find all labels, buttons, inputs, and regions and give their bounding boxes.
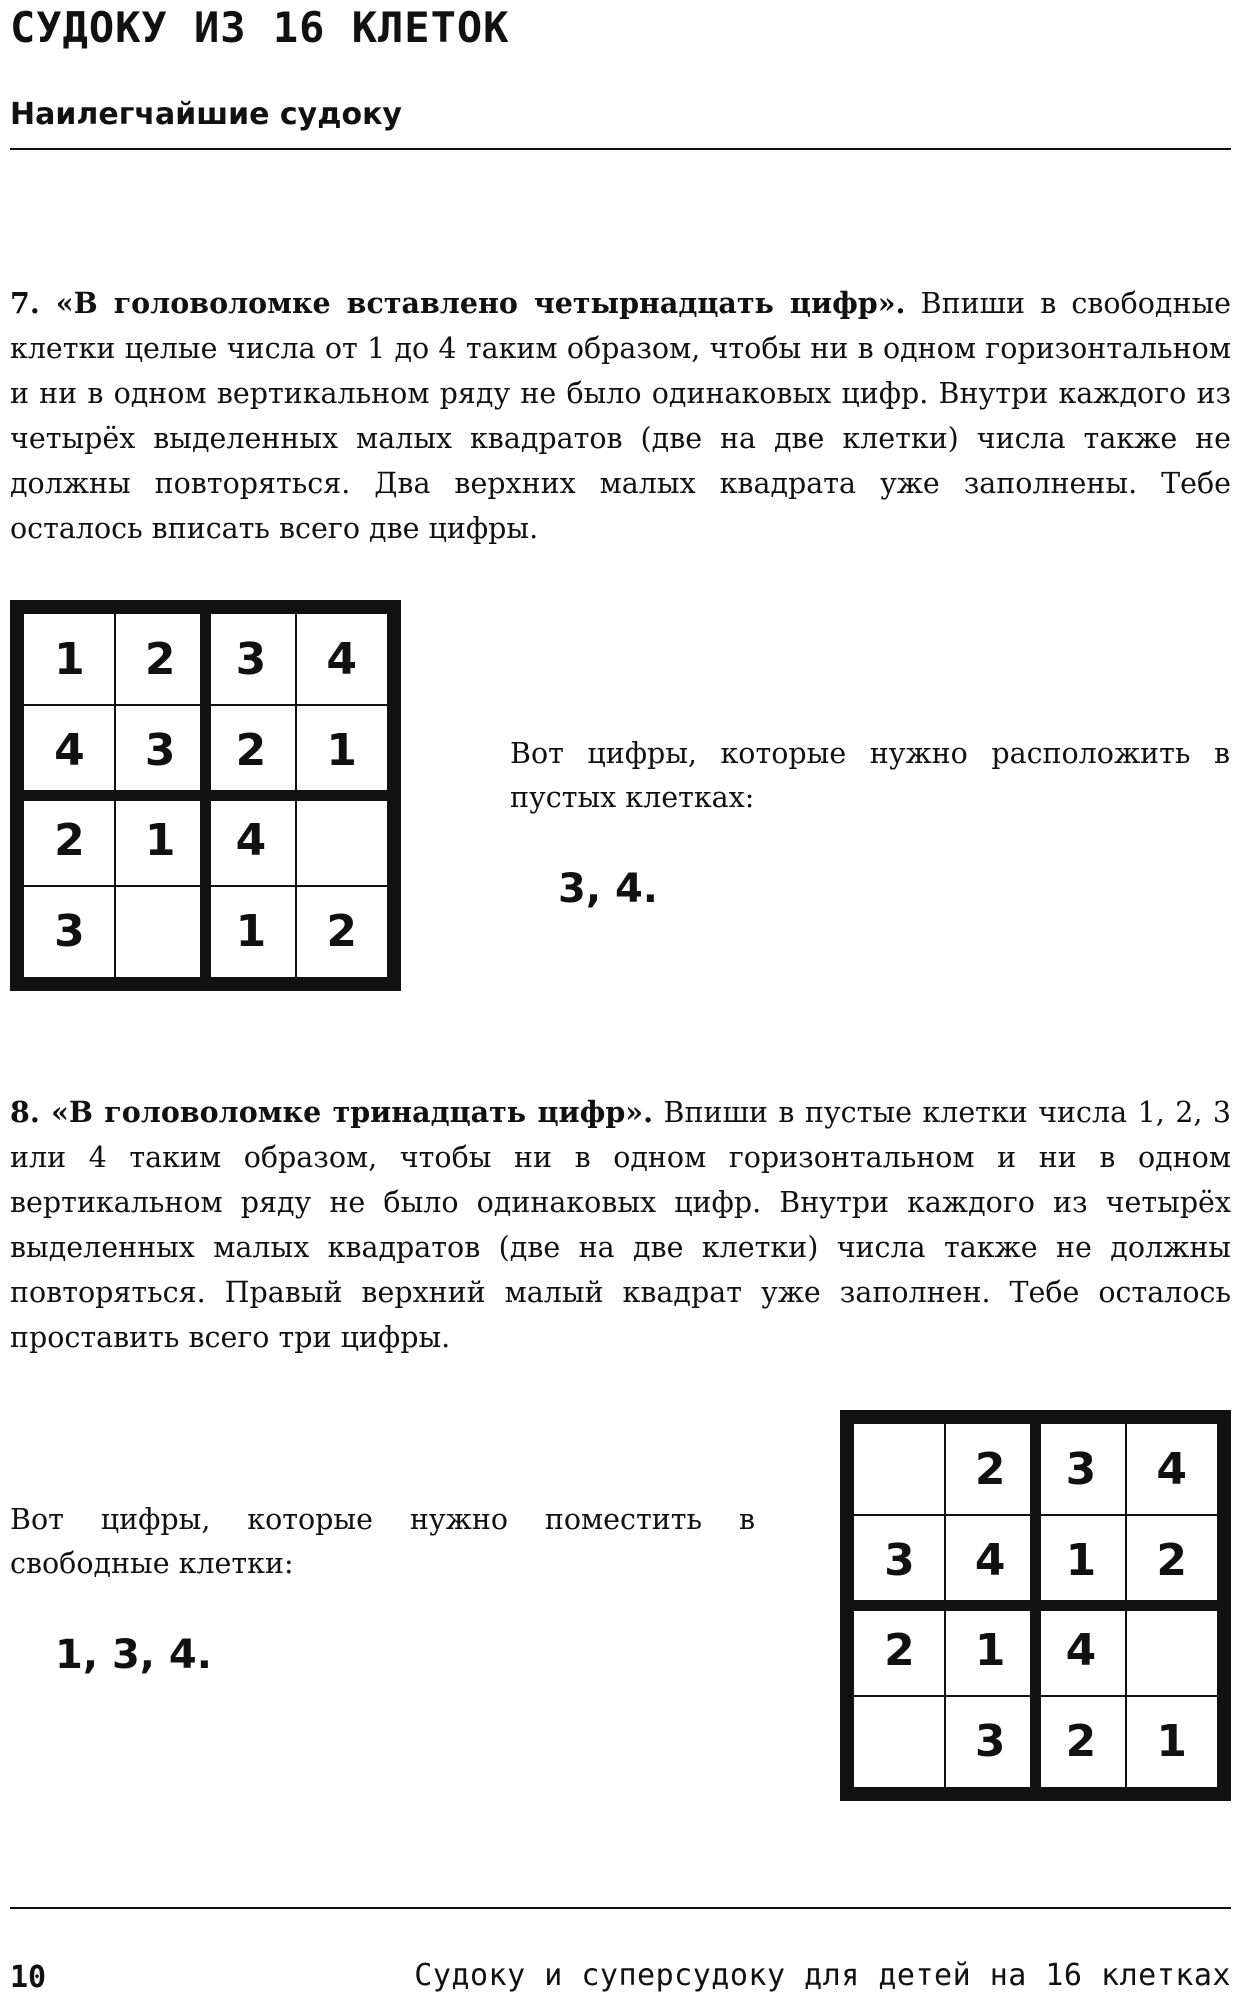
puzzle-7-grid: [10, 600, 401, 991]
sudoku-cell: 4: [54, 724, 85, 776]
sudoku-cell[interactable]: [854, 1696, 945, 1787]
sudoku-cell: 1: [1156, 1716, 1187, 1768]
header-rule: [10, 148, 1231, 150]
book-title: Судоку и суперсудоку для детей на 16 клетках: [414, 1958, 1231, 1993]
section-title: СУДОКУ ИЗ 16 КЛЕТОК: [10, 3, 510, 52]
sudoku-cell: 4: [235, 815, 267, 867]
puzzle-8-hint: Вот цифры, которые нужно поместить в свободные клетки:: [10, 1503, 755, 1580]
puzzle-8-description: [10, 1090, 1231, 1360]
sudoku-cell: 2: [974, 1443, 1006, 1495]
footer-rule: [10, 1907, 1231, 1909]
puzzle-8-grid: [840, 1410, 1231, 1801]
sudoku-cell: 4: [1156, 1443, 1187, 1495]
puzzle-7-text: Впиши в свободные клетки целые числа от 1 до 4 таким образом, чтобы ни в одном горизонтальном и ни в одном вертикальном ряду не было одинаковых цифр. Внутри каждого из четырёх выделенных малых квадратов (две на две клетки) числа также не должны повторяться. Два верхних малых квадрата уже заполнены. Тебе осталось вписать всего две цифры.: [10, 287, 1231, 545]
sudoku-cell: 4: [974, 1534, 1006, 1586]
sudoku-cell: 3: [235, 633, 267, 685]
sudoku-cell: 4: [326, 633, 357, 685]
sudoku-cell: 1: [144, 815, 176, 867]
sudoku-cell: 3: [1065, 1443, 1097, 1495]
sudoku-cell: 2: [144, 633, 176, 685]
sudoku-cell: 3: [884, 1534, 915, 1586]
sudoku-cell[interactable]: [1126, 1606, 1217, 1697]
sudoku-cell: 3: [54, 906, 85, 958]
sudoku-cell: 1: [235, 906, 267, 958]
sudoku-cell[interactable]: [296, 796, 387, 887]
sudoku-cell: 2: [326, 906, 357, 958]
section-subtitle: Наилегчайшие судоку: [10, 97, 402, 132]
sudoku-cell: 4: [1065, 1625, 1097, 1677]
puzzle-8-heading: 8. «В головоломке тринадцать цифр».: [10, 1095, 654, 1129]
puzzle-7-description: [10, 281, 1231, 551]
sudoku-cell: 3: [144, 724, 176, 776]
sudoku-cell: 3: [974, 1716, 1006, 1768]
sudoku-cell: 1: [974, 1625, 1006, 1677]
sudoku-cell: 1: [54, 633, 85, 685]
sudoku-cell: 2: [54, 815, 85, 867]
puzzle-7-hint: Вот цифры, которые нужно расположить в пустых клетках:: [510, 737, 1230, 814]
sudoku-cell: 2: [235, 724, 267, 776]
puzzle-8-text: Впиши в пустые клетки числа 1, 2, 3 или 4 таким образом, чтобы ни в одном горизонтальном и ни в одном вертикальном ряду не было одинаковых цифр. Внутри каждого из четырёх выделенных малых квадратов (две на две клетки) числа также не должны повторяться. Правый верхний малый квадрат уже заполнен. Тебе осталось проставить всего три цифры.: [10, 1096, 1232, 1354]
sudoku-cell: 2: [884, 1625, 915, 1677]
sudoku-cell[interactable]: [115, 886, 206, 977]
puzzle-8-answer: 1, 3, 4.: [55, 1632, 212, 1678]
sudoku-cell: 1: [1065, 1534, 1097, 1586]
sudoku-cell: 2: [1065, 1716, 1097, 1768]
page-number: 10: [10, 1960, 47, 1995]
puzzle-7-answer: 3, 4.: [558, 866, 658, 912]
sudoku-cell: 2: [1156, 1534, 1187, 1586]
sudoku-cell: 1: [326, 724, 357, 776]
sudoku-cell[interactable]: [854, 1424, 945, 1515]
puzzle-7-heading: 7. «В головоломке вставлено четырнадцать цифр».: [10, 286, 906, 320]
